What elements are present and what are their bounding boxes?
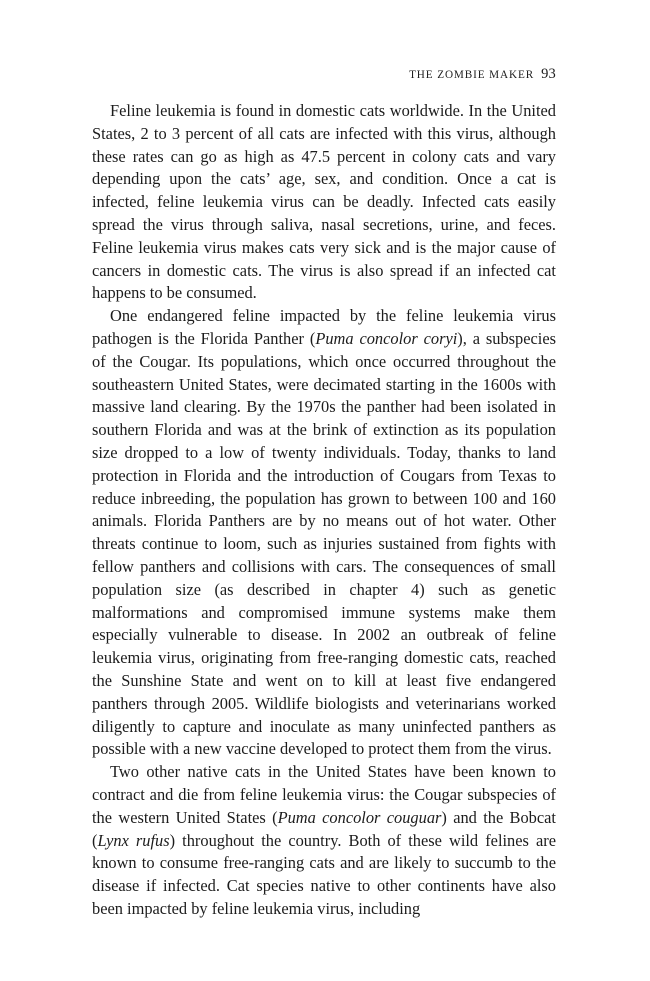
book-page [92,64,556,921]
text-run: One endangered feline impacted by the feline leukemia virus pathogen is the Florida Panther ( [92,306,556,348]
species-name: Puma concolor couguar [277,807,442,827]
running-head [92,64,556,84]
text-run: ), a subspecies of the Cougar. Its populations, which once occurred throughout the southeastern United States, were decimated starting in the 1600s with massive land clearing. By the 1970s the panther had been isolated in southern Florida and was at the brink of extinction as its population size dropped to a low of twenty individuals. Today, thanks to land protection in Florida and the introduction of Cougars from Texas to reduce inbreeding, the population has grown to between 100 and 160 animals. Florida Panthers are by no means out of hot water. Other threats continue to loom, such as injuries sustained from fights with fellow panthers and collisions with cars. The consequences of small population size (as described in chapter 4) such as genetic malformations and compromised immune systems make them especially vulnerable to disease. In 2002 an outbreak of feline leukemia virus, originating from free-ranging domestic cats, reached the Sunshine State and went on to kill at least five endangered panthers through 2005. Wildlife biologists and veterinarians worked diligently to capture and inoculate as many uninfected panthers as possible with a new vaccine developed to protect them from the virus. [92,328,556,759]
paragraph-1 [92,100,556,305]
text-run: ) and the Bobcat ( [92,807,556,850]
body-text [92,100,556,921]
page-number: 93 [541,66,556,82]
paragraph-2 [92,305,556,761]
text-run: Two other native cats in the United States have been known to contract and die from feline leukemia virus: the Cougar subspecies of the western United States ( [92,762,556,827]
paragraph-3 [92,761,556,921]
species-name: Lynx rufus [97,830,170,850]
text-run: Feline leukemia is found in domestic cats worldwide. In the United States, 2 to 3 percent of all cats are infected with this virus, although these rates can go as high as 47.5 percent in colony cats and vary depending upon the cats’ age, sex, and condition. Once a cat is infected, feline leukemia virus can be deadly. Infected cats easily spread the virus through saliva, nasal secretions, urine, and feces. Feline leukemia virus makes cats very sick and is the major cause of cancers in domestic cats. The virus is also spread if an infected cat happens to be consumed. [92,101,556,303]
text-run: ) throughout the country. Both of these wild felines are known to consume free-ranging cats and are likely to succumb to the disease if infected. Cat species native to other continents have also been impacted by feline leukemia virus, including [92,830,556,918]
running-title: THE ZOMBIE MAKER [409,69,535,81]
species-name: Puma concolor coryi [315,328,458,348]
